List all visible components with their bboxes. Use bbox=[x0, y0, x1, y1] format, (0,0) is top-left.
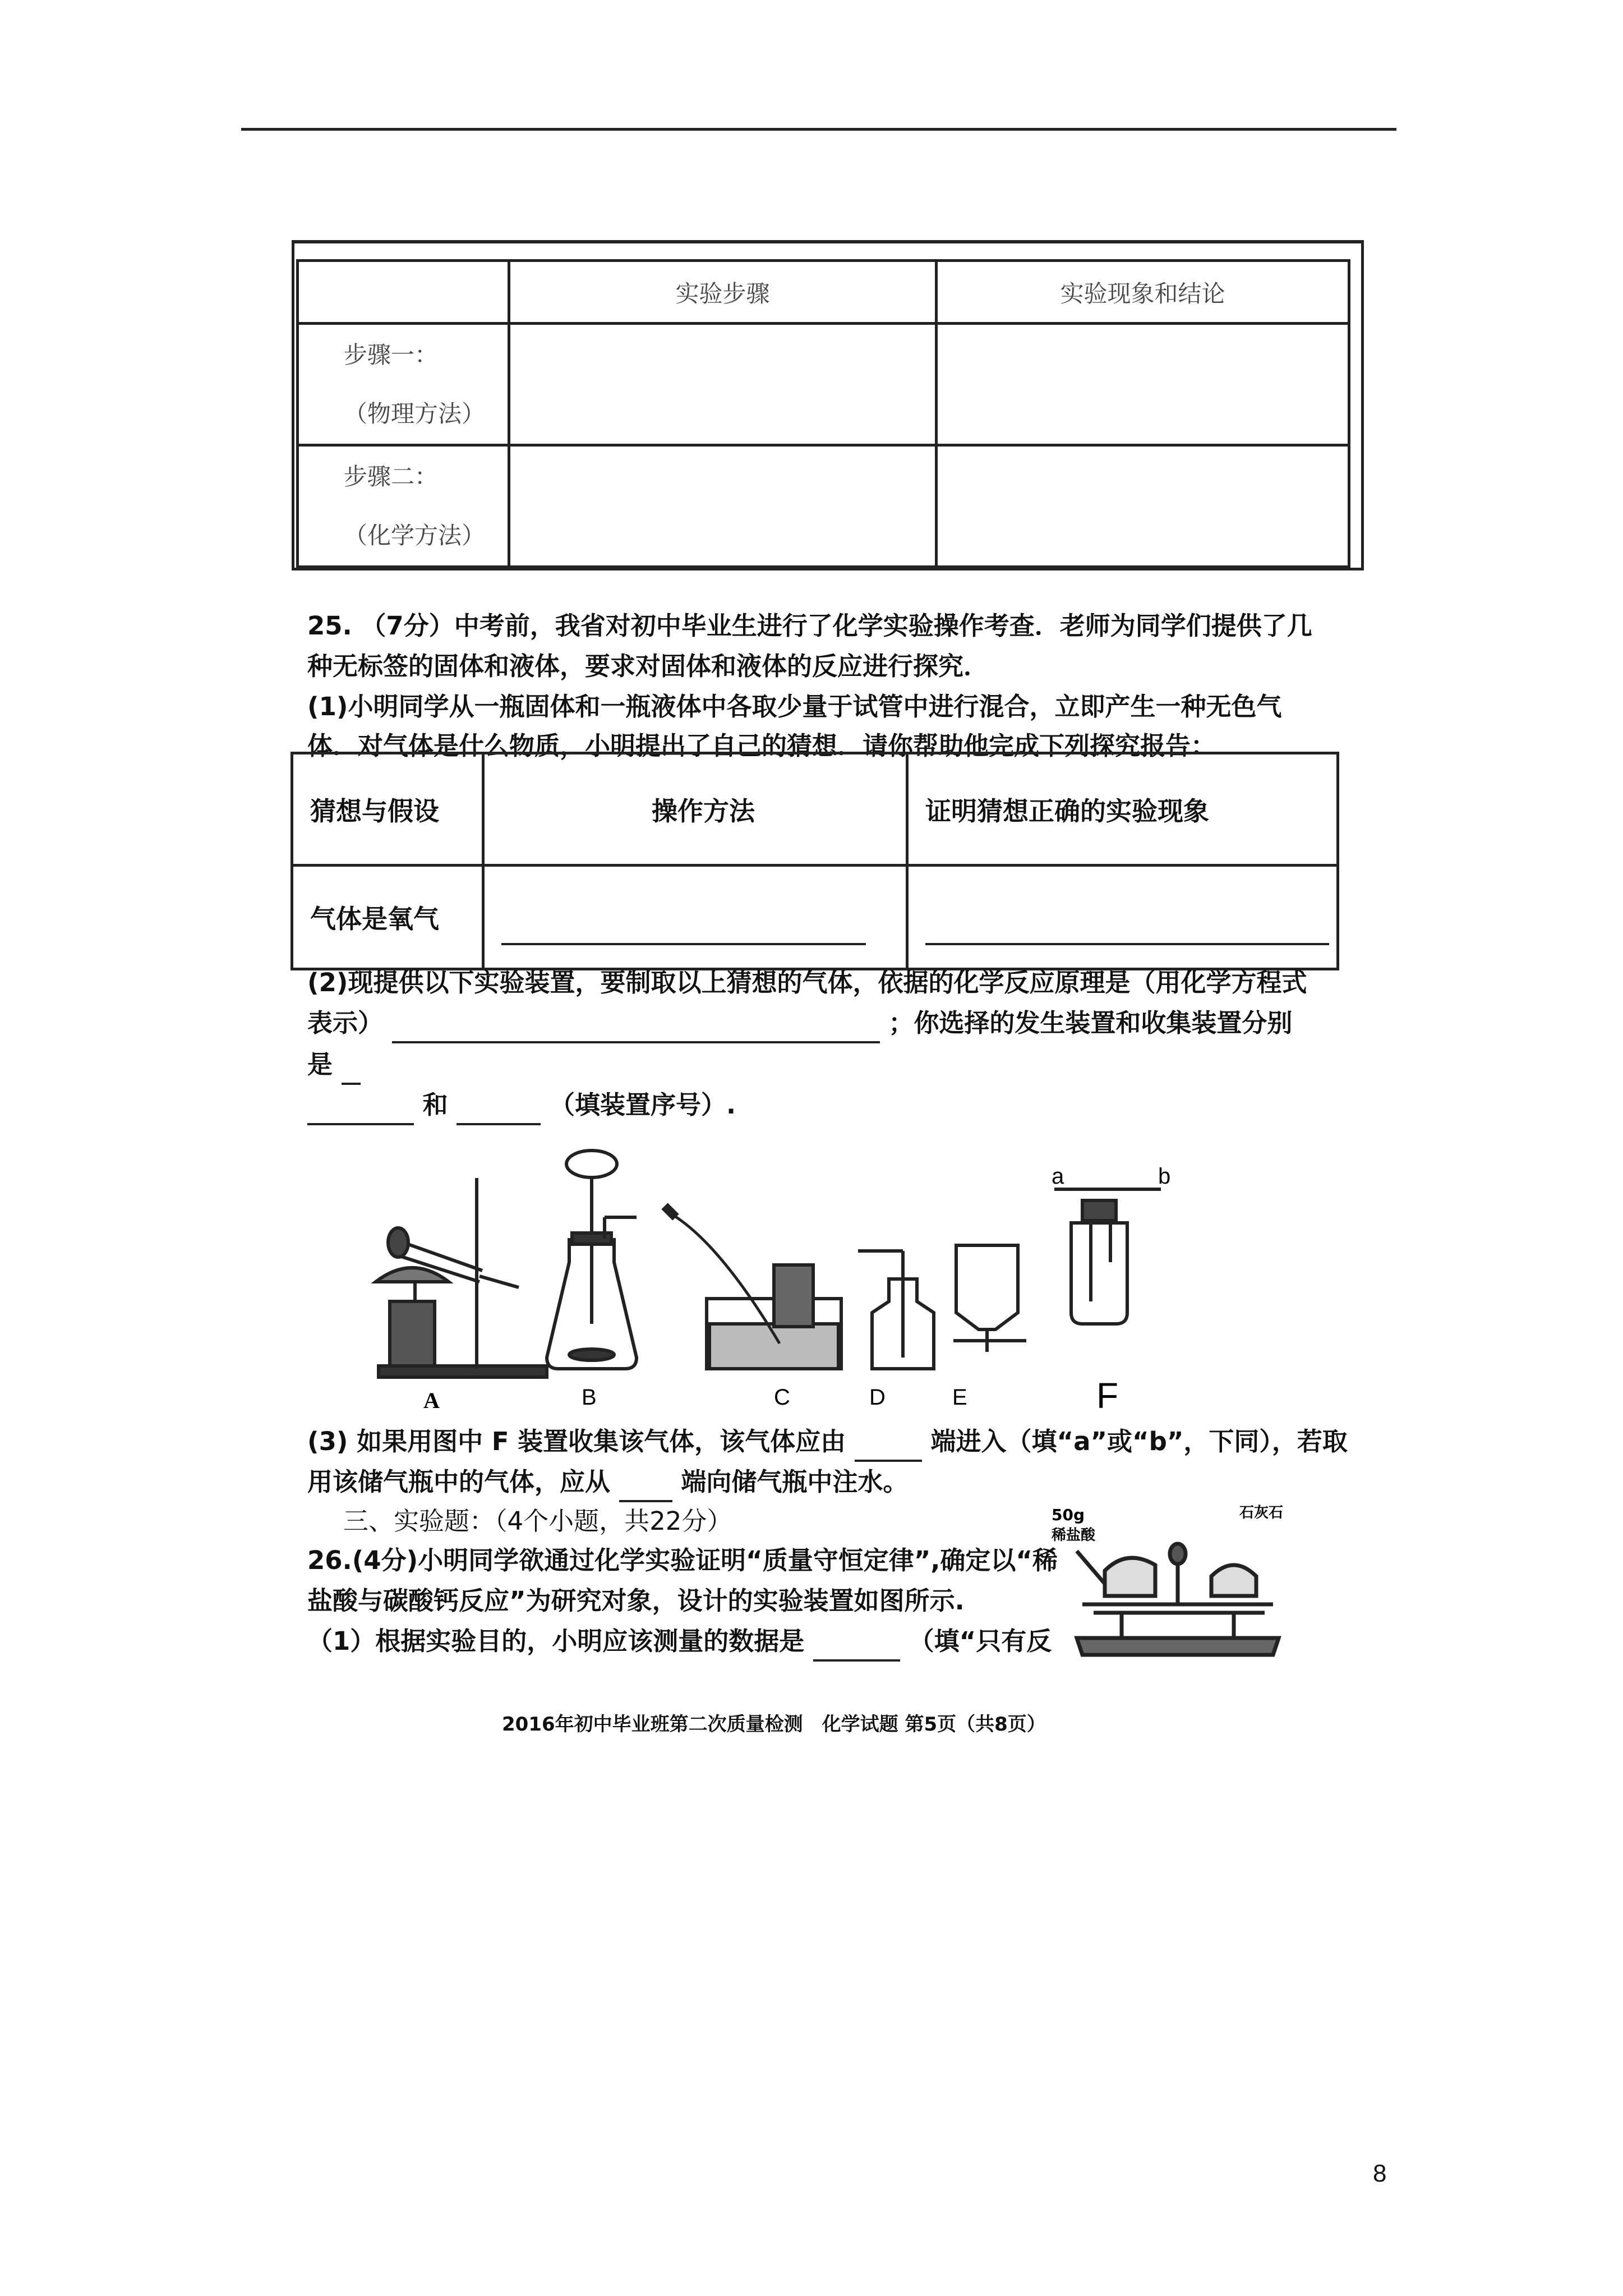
text: （1）根据实验目的，小明应该测量的数据是 bbox=[307, 1626, 805, 1656]
top-rule bbox=[241, 128, 1396, 131]
text: ；你选择的发生装置和收集装置分别 bbox=[888, 1008, 1293, 1038]
f-end-b: b bbox=[1158, 1164, 1171, 1189]
table2-header-phenomenon: 证明猜想正确的实验现象 bbox=[907, 753, 1338, 866]
text: 表示） bbox=[307, 1008, 384, 1038]
q25-2-line2 bbox=[307, 1003, 1292, 1043]
text: 端向储气瓶中注水。 bbox=[681, 1467, 909, 1497]
table1-row-label bbox=[298, 324, 509, 445]
q26-line2: 盐酸与碳酸钙反应”为研究对象，设计的实验装置如图所示. bbox=[307, 1586, 965, 1616]
table2-method-cell bbox=[483, 866, 907, 969]
q25-3-line2 bbox=[307, 1462, 908, 1502]
equation-blank[interactable] bbox=[392, 1014, 880, 1043]
hcl-mass-label: 50g bbox=[1052, 1506, 1085, 1524]
text: 是 bbox=[307, 1050, 333, 1079]
apparatus-f bbox=[1054, 1189, 1161, 1324]
f-end-a: a bbox=[1052, 1164, 1064, 1189]
apparatus-a bbox=[376, 1178, 547, 1377]
q25-line2: 种无标签的固体和液体，要求对固体和液体的反应进行探究． bbox=[307, 651, 989, 681]
answer-blank[interactable] bbox=[619, 1475, 672, 1502]
table1-cell bbox=[937, 324, 1349, 445]
section-heading: 三、实验题：（4个小题，共22分） bbox=[343, 1506, 732, 1536]
step-label: 步骤一： bbox=[344, 341, 439, 369]
q25-line4: 体．对气体是什么物质，小明提出了自己的猜想．请你帮助他完成下列探究报告： bbox=[307, 731, 1216, 761]
answer-blank[interactable] bbox=[813, 1635, 900, 1662]
table1-header-steps: 实验步骤 bbox=[509, 261, 937, 324]
limestone-label: 石灰石 bbox=[1239, 1504, 1284, 1521]
answer-blank[interactable] bbox=[501, 943, 866, 945]
q25-3-line1 bbox=[307, 1421, 1348, 1462]
label-b: B bbox=[582, 1385, 597, 1410]
table1-cell bbox=[937, 445, 1349, 567]
text: 和 bbox=[422, 1090, 448, 1120]
step-label: 步骤二： bbox=[344, 463, 439, 490]
label-d: D bbox=[869, 1385, 886, 1410]
text: 用该储气瓶中的气体，应从 bbox=[307, 1467, 611, 1497]
table2-header-method: 操作方法 bbox=[483, 753, 907, 866]
apparatus-d bbox=[858, 1251, 934, 1369]
label-e: E bbox=[952, 1385, 967, 1410]
table1-row-label bbox=[298, 445, 509, 567]
answer-blank[interactable] bbox=[855, 1435, 922, 1462]
table2 bbox=[291, 752, 1339, 970]
table2-hypothesis-cell: 气体是氧气 bbox=[292, 866, 483, 969]
balance-figure bbox=[1043, 1470, 1312, 1672]
q26-line1: 26.(4分)小明同学欲通过化学实验证明“质量守恒定律”,确定以“稀 bbox=[307, 1545, 1058, 1575]
label-c: C bbox=[774, 1385, 790, 1410]
table2-header-hypothesis: 猜想与假设 bbox=[292, 753, 483, 866]
table1-header-result: 实验现象和结论 bbox=[937, 261, 1349, 324]
apparatus-b bbox=[547, 1151, 637, 1369]
q25-line1: 25. （7分）中考前，我省对初中毕业生进行了化学实验操作考查．老师为同学们提供了几 bbox=[307, 611, 1312, 641]
label-f: F bbox=[1096, 1375, 1119, 1416]
page-number: 8 bbox=[1373, 2160, 1387, 2187]
collector-blank[interactable] bbox=[457, 1098, 541, 1125]
answer-blank[interactable] bbox=[342, 1058, 361, 1085]
page-footer: 2016年初中毕业班第二次质量检测 化学试题 第5页（共8页） bbox=[502, 1713, 1046, 1736]
hcl-label: 稀盐酸 bbox=[1052, 1527, 1096, 1544]
label-a: A bbox=[423, 1388, 440, 1413]
text: （填装置序号）. bbox=[550, 1090, 736, 1120]
table1-cell bbox=[509, 324, 937, 445]
q25-2-line4 bbox=[307, 1085, 736, 1125]
apparatus-figure bbox=[336, 1139, 1211, 1419]
text: (3) 如果用图中 F 装置收集该气体，该气体应由 bbox=[307, 1427, 846, 1456]
method-label: （化学方法） bbox=[344, 522, 486, 549]
answer-blank[interactable] bbox=[925, 943, 1329, 945]
text: （填“只有反 bbox=[909, 1626, 1052, 1656]
q26-line3 bbox=[307, 1621, 1052, 1662]
q25-2-line3 bbox=[307, 1045, 361, 1085]
text: 端进入（填“a”或“b”，下同），若取 bbox=[930, 1427, 1348, 1456]
generator-blank[interactable] bbox=[307, 1098, 414, 1125]
q25-2-line1: (2)现提供以下实验装置，要制取以上猜想的气体，依据的化学反应原理是（用化学方程式 bbox=[307, 968, 1307, 997]
method-label: （物理方法） bbox=[344, 400, 486, 427]
table1-corner bbox=[298, 261, 509, 324]
table1-cell bbox=[509, 445, 937, 567]
apparatus-c bbox=[665, 1206, 841, 1369]
apparatus-e bbox=[953, 1245, 1026, 1352]
q25-line3: (1)小明同学从一瓶固体和一瓶液体中各取少量于试管中进行混合，立即产生一种无色气 bbox=[307, 692, 1282, 721]
table1 bbox=[296, 259, 1350, 568]
table2-phenomenon-cell bbox=[907, 866, 1338, 969]
